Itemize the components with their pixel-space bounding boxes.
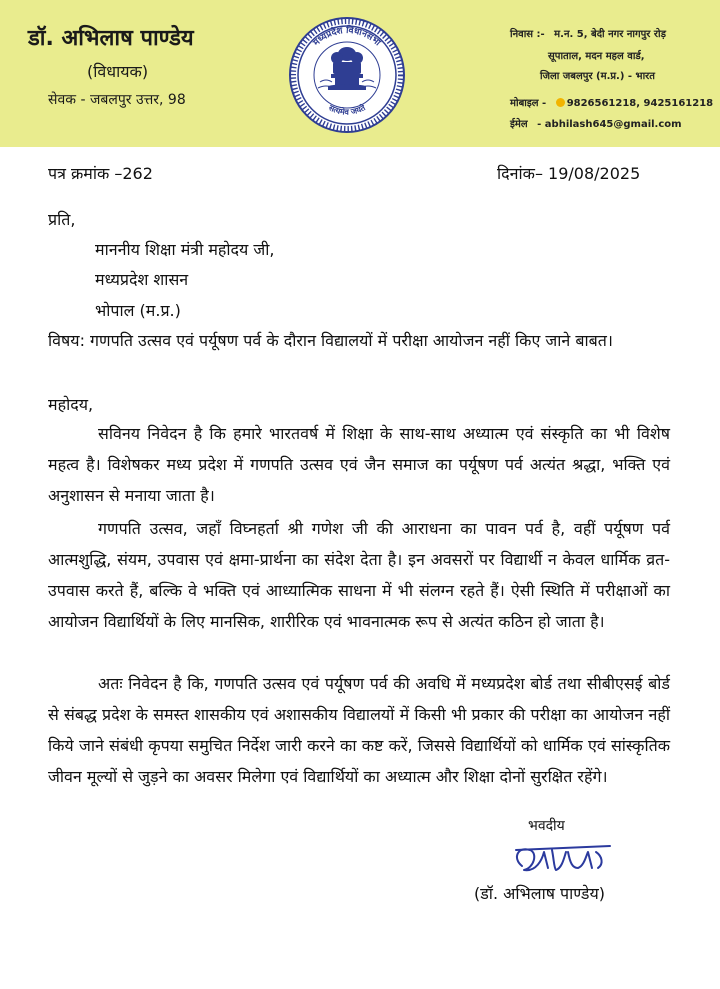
handwritten-signature xyxy=(508,838,618,882)
sender-constituency: सेवक - जबलपुर उत्तर, 98 xyxy=(48,92,186,108)
salutation: महोदय, xyxy=(48,395,94,414)
body-paragraph: अतः निवेदन है कि, गणपति उत्सव एवं पर्यूषण पर्व की अवधि में मध्यप्रदेश बोर्ड तथा सीबीएसई बोर्ड से संबद्ध प्रदेश के समस्त शासकीय एवं अशासकीय विद्यालयों में किसी भी प्रकार की परीक्षा का आयोजन नहीं किये जाने संबंधी कृपया समुचित निर्देश जारी करने का कष्ट करें, जिससे विद्यार्थियों को धार्मिक एवं सांस्कृतिक जीवन मूल्यों से जुड़ने का अवसर मिलेगा एवं विद्यार्थियों का अध्यात्म और शिक्षा दोनों सुरक्षित रहेंगे। xyxy=(48,674,670,786)
signer-name: (डॉ. अभिलाष पाण्डेय) xyxy=(474,884,605,903)
mobile-numbers: 9826561218, 9425161218 xyxy=(566,98,714,109)
body-paragraph: सविनय निवेदन है कि हमारे भारतवर्ष में शिक्षा के साथ-साथ अध्यात्म एवं संस्कृति का भी विशेष महत्व है। विशेषकर मध्य प्रदेश में गणपति उत्सव एवं जैन समाज का पर्यूषण पर्व अत्यंत श्रद्धा, भक्ति एवं अनुशासन से मनाया जाता है। xyxy=(48,424,670,505)
address-line-2: सूपाताल, मदन महल वार्ड, xyxy=(548,51,645,62)
mobile-label: मोबाइल - xyxy=(510,98,547,109)
recipient-line: भोपाल (म.प्र.) xyxy=(95,301,181,320)
recipient-line: माननीय शिक्षा मंत्री महोदय जी, xyxy=(95,240,275,259)
sender-designation: (विधायक) xyxy=(87,62,149,81)
letter-subject: विषय: गणपति उत्सव एवं पर्यूषण पर्व के दौरान विद्यालयों में परीक्षा आयोजन नहीं किए जाने बाबत। xyxy=(48,331,613,350)
recipient-line: मध्यप्रदेश शासन xyxy=(95,270,189,289)
mobile-row xyxy=(510,95,713,109)
email-address: - abhilash645@gmail.com xyxy=(537,119,682,130)
vidhan-sabha-emblem-icon xyxy=(288,16,406,134)
letter-date: दिनांक– 19/08/2025 xyxy=(497,164,641,183)
residence-address xyxy=(510,26,666,40)
svg-text:सत्यमेव जयते: सत्यमेव जयते xyxy=(327,103,367,117)
email-label: ईमेल xyxy=(510,119,528,130)
body-paragraph: गणपति उत्सव, जहाँ विघ्नहर्ता श्री गणेश जी की आराधना का पावन पर्व है, वहीं पर्यूषण पर्व आत्मशुद्धि, संयम, उपवास एवं क्षमा-प्रार्थना का संदेश देता है। इन अवसरों पर विद्यार्थी न केवल धार्मिक व्रत-उपवास करते हैं, बल्कि वे भक्ति एवं आध्यात्मिक साधना में भी संलग्न रहते हैं। ऐसी स्थिति में परीक्षाओं का आयोजन विद्यार्थियों के लिए मानसिक, शारीरिक एवं भावनात्मक रूप से अत्यंत कठिन हो जाता है। xyxy=(48,519,670,631)
residence-label: निवास :- xyxy=(510,29,545,40)
letterhead xyxy=(0,0,720,147)
svg-text:मध्यप्रदेश विधानसभा: मध्यप्रदेश विधानसभा xyxy=(311,25,383,49)
letter-reference-number: पत्र क्रमांक –262 xyxy=(48,164,153,183)
closing: भवदीय xyxy=(528,818,565,834)
email-row xyxy=(510,116,682,130)
sender-name: डॉ. अभिलाष पाण्डेय xyxy=(28,26,194,51)
address-line-3: जिला जबलपुर (म.प्र.) - भारत xyxy=(540,71,655,82)
whatsapp-icon xyxy=(556,98,565,107)
address-line-1: म.न. 5, बेदी नगर नागपुर रोड़ xyxy=(554,29,666,40)
recipient-label: प्रति, xyxy=(48,210,76,229)
